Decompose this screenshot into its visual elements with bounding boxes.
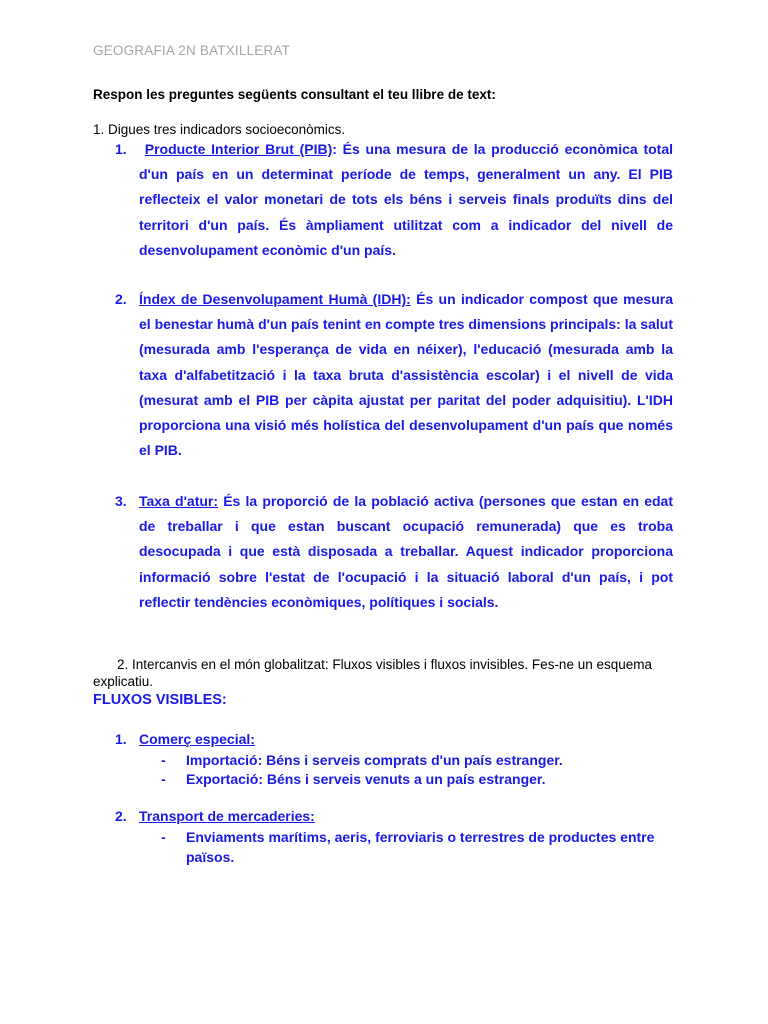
answer-1 — [115, 137, 674, 263]
sub-item-importacio — [161, 750, 686, 770]
answer-text: És una mesura de la producció econòmica total d'un país en un determinat període de temps, generalment un any. El PIB reflecteix el valor monetari de tots els béns i serveis finals produïts dins del territori d'un país. És àmpliament utilitzat com a indicador del nivell de desenvolupament econòmic d'un país. — [139, 141, 674, 258]
list-item-number: 1. — [115, 731, 127, 747]
answer-text: És la proporció de la població activa (persones que estan en edat de treballar i que estan buscant ocupació remunerada) que es troba desocupada i que està disposada a treballar. Aquest indicador proporciona informació sobre l'estat de l'ocupació i la situació laboral d'un país, i pot reflectir tendències econòmiques, polítiques i socials. — [139, 493, 673, 610]
section-title-fluxos-visibles: FLUXOS VISIBLES: — [93, 692, 227, 708]
list-item-number: 2. — [115, 808, 127, 824]
question-1: 1. Digues tres indicadors socioeconòmics. — [93, 122, 346, 137]
question-2: 2. Intercanvis en el món globalitzat: Fluxos visibles i fluxos invisibles. Fes-ne un esquema explicatiu. — [93, 657, 653, 689]
sub-item-enviaments — [161, 827, 676, 867]
answer-term: Taxa d'atur: — [139, 493, 219, 509]
sub-item-text: Exportació: Béns i serveis venuts a un país estranger. — [186, 771, 546, 787]
dash-bullet: - — [161, 771, 166, 787]
instruction-text: Respon les preguntes següents consultant el teu llibre de text: — [93, 87, 496, 102]
dash-bullet: - — [161, 752, 166, 768]
dash-bullet: - — [161, 829, 166, 845]
sub-item-exportacio — [161, 769, 686, 789]
answer-number: 2. — [115, 291, 127, 307]
document-header: GEOGRAFIA 2N BATXILLERAT — [93, 43, 291, 58]
answer-2 — [115, 287, 673, 463]
answer-term: Producte Interior Brut (PIB) — [144, 141, 333, 157]
sub-item-text: Importació: Béns i serveis comprats d'un país estranger. — [186, 752, 563, 768]
list-item-comerc — [115, 731, 255, 747]
answer-number: 1. — [115, 141, 127, 157]
answer-text: És un indicador compost que mesura el benestar humà d'un país tenint en compte tres dimensions principals: la salut (mesurada amb l'esperança de vida en néixer), l'educació (mesurada amb la taxa d'alfabetització i la taxa bruta d'assistència escolar) i el nivell de vida (mesurat amb el PIB per càpita ajustat per paritat del poder adquisitiu). L'IDH proporciona una visió més holística del desenvolupament d'un país que només el PIB. — [139, 291, 673, 459]
list-item-title: Transport de mercaderies: — [139, 808, 315, 824]
sub-item-text: Enviaments marítims, aeris, ferroviaris o terrestres de productes entre països. — [186, 829, 655, 865]
answer-3 — [115, 489, 673, 615]
list-item-title: Comerç especial: — [139, 731, 255, 747]
answer-term: Índex de Desenvolupament Humà (IDH): — [139, 291, 411, 307]
list-item-transport — [115, 808, 315, 824]
answer-term-sep: : — [332, 141, 337, 157]
answer-number: 3. — [115, 493, 127, 509]
